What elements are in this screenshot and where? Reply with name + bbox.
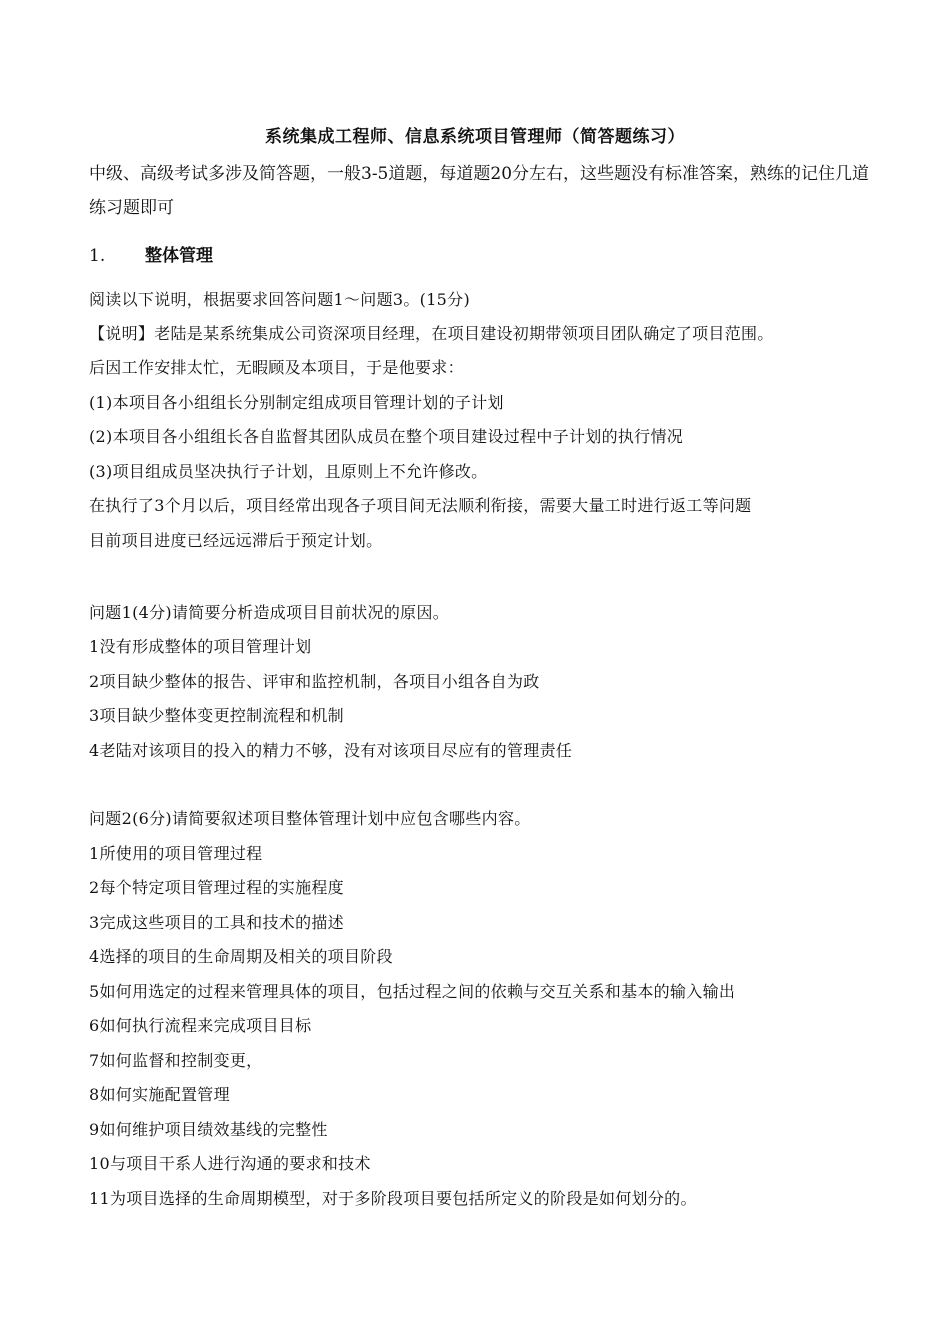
document-title: 系统集成工程师、信息系统项目管理师（简答题练习）	[265, 127, 685, 147]
description-line: 后因工作安排太忙，无暇顾及本项目，于是他要求：	[89, 358, 464, 377]
answer-item: 11为项目选择的生命周期模型，对于多阶段项目要包括所定义的阶段是如何划分的。	[89, 1189, 697, 1208]
intro-paragraph: 中级、高级考试多涉及简答题，一般3-5道题，每道题20分左右，这些题没有标准答案，熟练的记住几道练习题即可	[89, 164, 870, 218]
requirement-item: (2)本项目各小组组长各自监督其团队成员在整个项目建设过程中子计划的执行情况	[89, 427, 684, 446]
answer-item: 10与项目干系人进行沟通的要求和技术	[89, 1154, 371, 1173]
answer-item: 6如何执行流程来完成项目目标	[89, 1016, 312, 1035]
answer-item: 9如何维护项目绩效基线的完整性	[89, 1120, 328, 1139]
description-line: 目前项目进度已经远远滞后于预定计划。	[89, 531, 383, 550]
answer-item: 2每个特定项目管理过程的实施程度	[89, 878, 344, 897]
answer-item: 5如何用选定的过程来管理具体的项目，包括过程之间的依赖与交互关系和基本的输入输出	[89, 982, 736, 1001]
answer-item: 1所使用的项目管理过程	[89, 844, 263, 863]
section-title: 整体管理	[145, 246, 213, 266]
description-line: 在执行了3个月以后，项目经常出现各子项目间无法顺利衔接，需要大量工时进行返工等问题	[89, 496, 752, 515]
answer-item: 8如何实施配置管理	[89, 1085, 230, 1104]
answer-item: 4老陆对该项目的投入的精力不够，没有对该项目尽应有的管理责任	[89, 741, 573, 760]
question-1-prompt: 问题1(4分)请简要分析造成项目目前状况的原因。	[89, 603, 450, 622]
answer-item: 3完成这些项目的工具和技术的描述	[89, 913, 344, 932]
section-number: 1.	[89, 246, 106, 266]
answer-item: 7如何监督和控制变更，	[89, 1051, 263, 1070]
question-instructions: 阅读以下说明，根据要求回答问题1～问题3。(15分)	[89, 290, 471, 309]
answer-item: 1没有形成整体的项目管理计划	[89, 637, 312, 656]
description-line: 【说明】老陆是某系统集成公司资深项目经理，在项目建设初期带领项目团队确定了项目范围。	[89, 324, 774, 343]
requirement-item: (3)项目组成员坚决执行子计划，且原则上不允许修改。	[89, 462, 488, 481]
section-heading	[89, 241, 213, 266]
answer-item: 2项目缺少整体的报告、评审和监控机制，各项目小组各自为政	[89, 672, 540, 691]
answer-item: 4选择的项目的生命周期及相关的项目阶段	[89, 947, 393, 966]
requirement-item: (1)本项目各小组组长分别制定组成项目管理计划的子计划	[89, 393, 504, 412]
question-2-prompt: 问题2(6分)请简要叙述项目整体管理计划中应包含哪些内容。	[89, 809, 531, 828]
answer-item: 3项目缺少整体变更控制流程和机制	[89, 706, 344, 725]
